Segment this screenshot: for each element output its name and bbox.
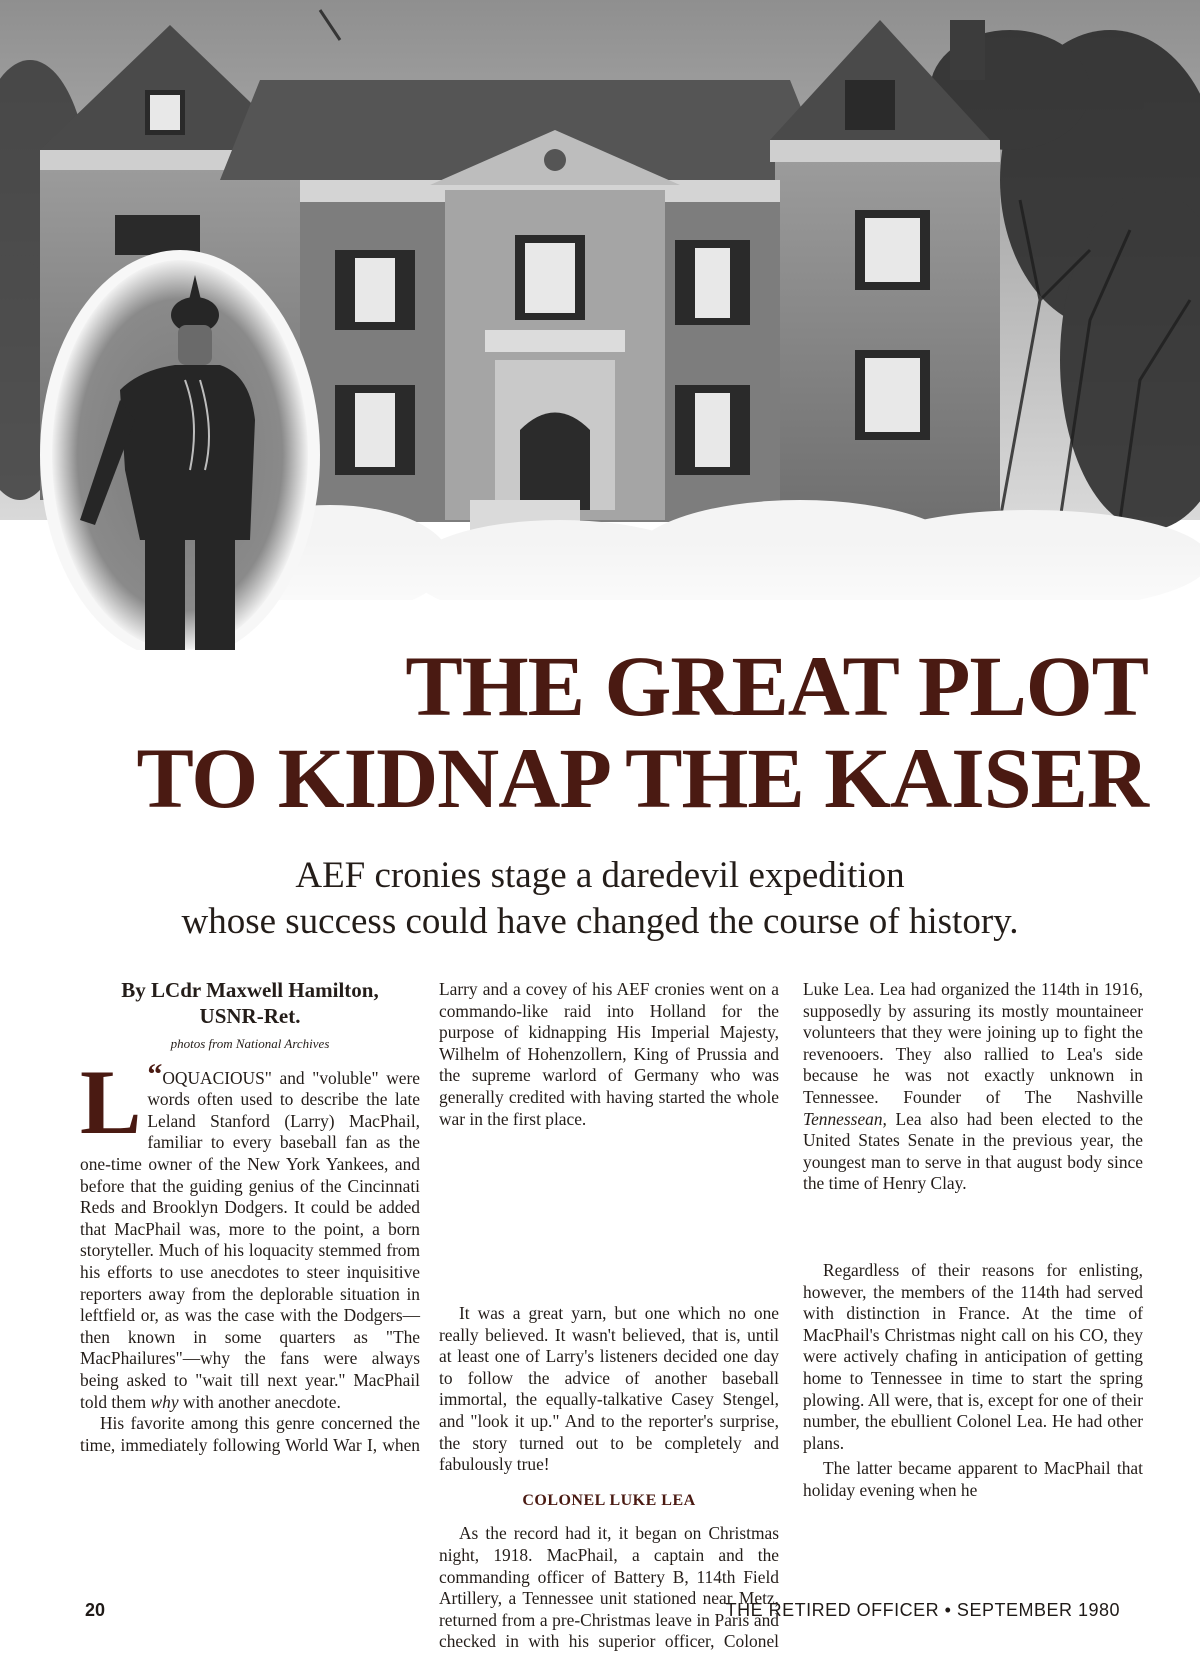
paragraph-4-text: As the record had it, it began on Christmas night, 1918. MacPhail, a captain and the commanding officer of Battery B, 114th Field Artillery, a Tennessee unit stationed near Metz, returned from a pre-Christmas leave in Paris and checked in with his superior officer, Colonel: [439, 1523, 779, 1652]
paragraph-2-continued: [439, 979, 779, 1303]
paragraph-4-text-flow: Luke Lea. Lea had organized the 114th in 1916, supposedly by assuring its mostly mountaineer volunteers that they were joining up to fight the revenooers. They also rallied to Lea's side because he was not exactly unknown in Tennessee. Founder of The Nashville: [803, 979, 1143, 1107]
kaiser-portrait: [40, 250, 320, 650]
column-1: [80, 977, 420, 1457]
headline: [0, 640, 1148, 824]
paragraph-1-emphasis: why: [150, 1391, 179, 1412]
deck-line-1: AEF cronies stage a daredevil expedition: [295, 855, 905, 896]
paragraph-1: [80, 1050, 420, 1414]
photo-credit: photos from National Archives: [170, 1036, 330, 1051]
byline: [80, 977, 420, 1029]
paragraph-3: It was a great yarn, but one which no one really believed. It wasn't believed, that is, until at least one of Larry's listeners decided one day to follow the advice of another baseball immortal, the equally-talkative Casey Stengel, and "look it up." And to the reporter's surprise, the story turned out to be completely and fabulously true!: [439, 1303, 779, 1475]
paragraph-1-text: OQUACIOUS" and "voluble" were words often used to describe the late Leland Stanford (Larry) MacPhail, familiar to every baseball fan as the one-time owner of the New York Yankees, and before that the guiding genius of the Cincinnati Reds and Brooklyn Dodgers. It could be added that MacPhail was, more to the point, a born storyteller. Much of his loquacity stemmed from his efforts to use anecdotes to steer inquisitive reporters away from the deplorable situation in leftfield or, as was the case with the Dodgers—then known in some quarters as "The MacPhailures"—why the fans were always being asked to "wait till next year." MacPhail told them: [80, 1067, 420, 1412]
author-line-1: By LCdr Maxwell Hamilton,: [121, 978, 379, 1002]
deck-line-2: whose success could have changed the course of history.: [181, 901, 1019, 942]
paragraph-5: Regardless of their reasons for enlisting, however, the members of the 114th had served with distinction in France. At the time of MacPhail's Christmas night call on his CO, they were actively chafing in anticipation of getting home to Tennessee in time to start the spring plowing. All were, that is, except for one of their number, the ebullient Colonel Lea. He had other plans.: [803, 1260, 1143, 1453]
column-2: [439, 979, 779, 1653]
paragraph-2-flow: Larry and a covey of his AEF cronies went on a commando-like raid into Holland for the purpose of kidnapping His Imperial Majesty, Wilhelm of Hohenzollern, King of Prussia and the supreme warlord of Germany who was generally credited with having started the whole war in the first place.: [439, 979, 779, 1129]
section-subhead: COLONEL LUKE LEA: [522, 1491, 696, 1509]
headline-line-2: TO KIDNAP THE KAISER: [136, 730, 1148, 826]
paragraph-4-continued: [803, 979, 1143, 1260]
paragraph-4-emphasis: Tennessean,: [803, 1108, 887, 1129]
open-quote-mark: “: [147, 1057, 163, 1091]
drop-cap: L: [80, 1050, 142, 1153]
paragraph-4-flow: [803, 979, 1143, 1195]
paragraph-1-end: with another anecdote.: [182, 1391, 341, 1412]
author-line-2: USNR-Ret.: [199, 1004, 301, 1028]
paragraph-4-end: Lea also had been elected to the United States Senate in the previous year, the youngest man to serve in that august body since the time of Henry Clay.: [803, 1108, 1143, 1194]
column-3: [803, 979, 1143, 1502]
house-illustration: [0, 0, 1200, 650]
paragraph-4: [439, 1523, 779, 1653]
paragraph-2: His favorite among this genre concerned the time, immediately following World War I, when: [80, 1413, 420, 1455]
deck: [0, 853, 1200, 945]
running-foot: THE RETIRED OFFICER • SEPTEMBER 1980: [725, 1600, 1120, 1620]
headline-line-1: THE GREAT PLOT: [405, 638, 1148, 734]
hero-illustration: [0, 0, 1200, 650]
paragraph-6: The latter became apparent to MacPhail that holiday evening when he: [803, 1458, 1143, 1500]
page-number: 20: [85, 1600, 106, 1620]
